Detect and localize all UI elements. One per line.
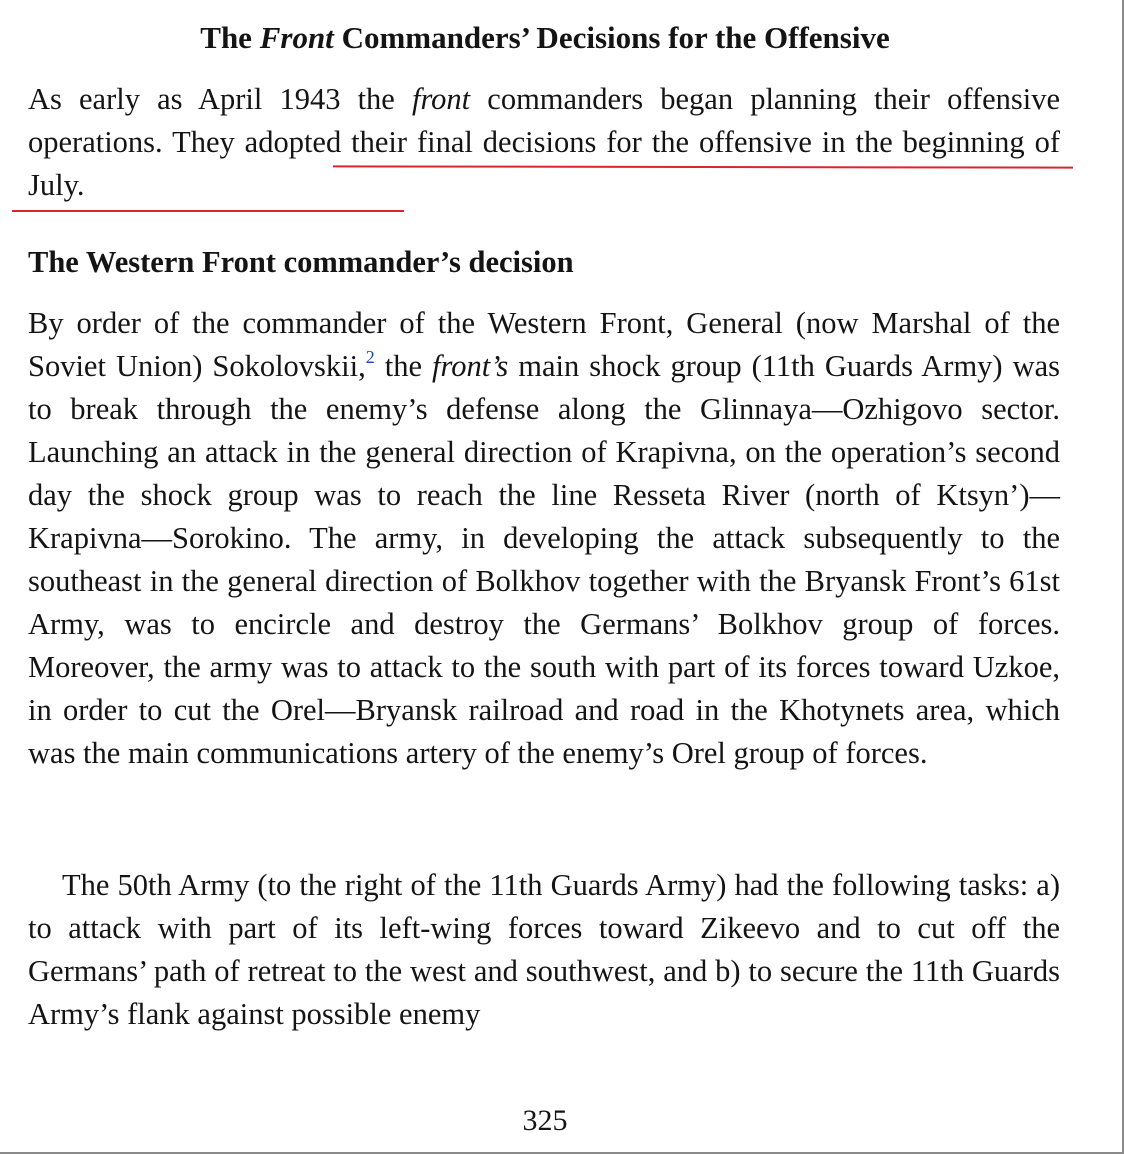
red-underline-mark xyxy=(12,210,404,212)
intro-underlined-sentence: They adopted their final decisions for the offensive in the beginning of July. xyxy=(28,125,1060,202)
intro-text-1: As early as April 1943 the xyxy=(28,82,412,116)
section-heading-after: Commanders’ Decisions for the Offensive xyxy=(333,20,890,55)
section-heading xyxy=(0,18,1090,58)
paragraph-1-text-3: main shock group (11th Guards Army) was to break through the enemy’s defense along the Glinnaya—Ozhigovo sector. Launching an attack in the general direction of Krapivna, on the operation’s second day the shock group was to reach the line Resseta River (north of Ktsyn’)—Krapivna—Sorokino. The army, in developing the attack subsequently to the southeast in the general direction of Bolkhov together with the Bryansk Front’s 61st Army, was to encircle and destroy the Germans’ Bolkhov group of forces. Moreover, the army was to attack to the south with part of its forces toward Uzkoe, in order to cut the Orel—Bryansk railroad and road in the Khotynets area, which was the main communications artery of the enemy’s Orel group of forces. xyxy=(28,349,1061,770)
section-heading-italic: Front xyxy=(259,20,334,55)
intro-text-2: commanders began planning their offensive operations. xyxy=(28,82,1060,159)
body-paragraph-1 xyxy=(28,302,1060,775)
paragraph-1-text-2: the xyxy=(374,349,433,383)
footnote-link[interactable]: 2 xyxy=(365,347,375,367)
section-heading-before: The xyxy=(200,20,260,55)
body-paragraph-2: The 50th Army (to the right of the 11th Guards Army) had the following tasks: a) to attack with part of its left-wing forces toward Zikeevo and to cut off the Germans’ path of retreat to the west and southwest, and b) to secure the 11th Guards Army’s flank against possible enemy xyxy=(28,868,1060,1031)
paragraph-1-italic: front’s xyxy=(432,349,509,383)
subsection-heading: The Western Front commander’s decision xyxy=(28,245,574,279)
page-number: 325 xyxy=(522,1104,568,1137)
intro-paragraph xyxy=(28,78,1060,207)
paragraph-1-text-1: By order of the commander of the Western Front, General (now Marshal of the Soviet Union) Sokolovskii, xyxy=(28,306,1060,383)
intro-italic: front xyxy=(411,82,471,116)
